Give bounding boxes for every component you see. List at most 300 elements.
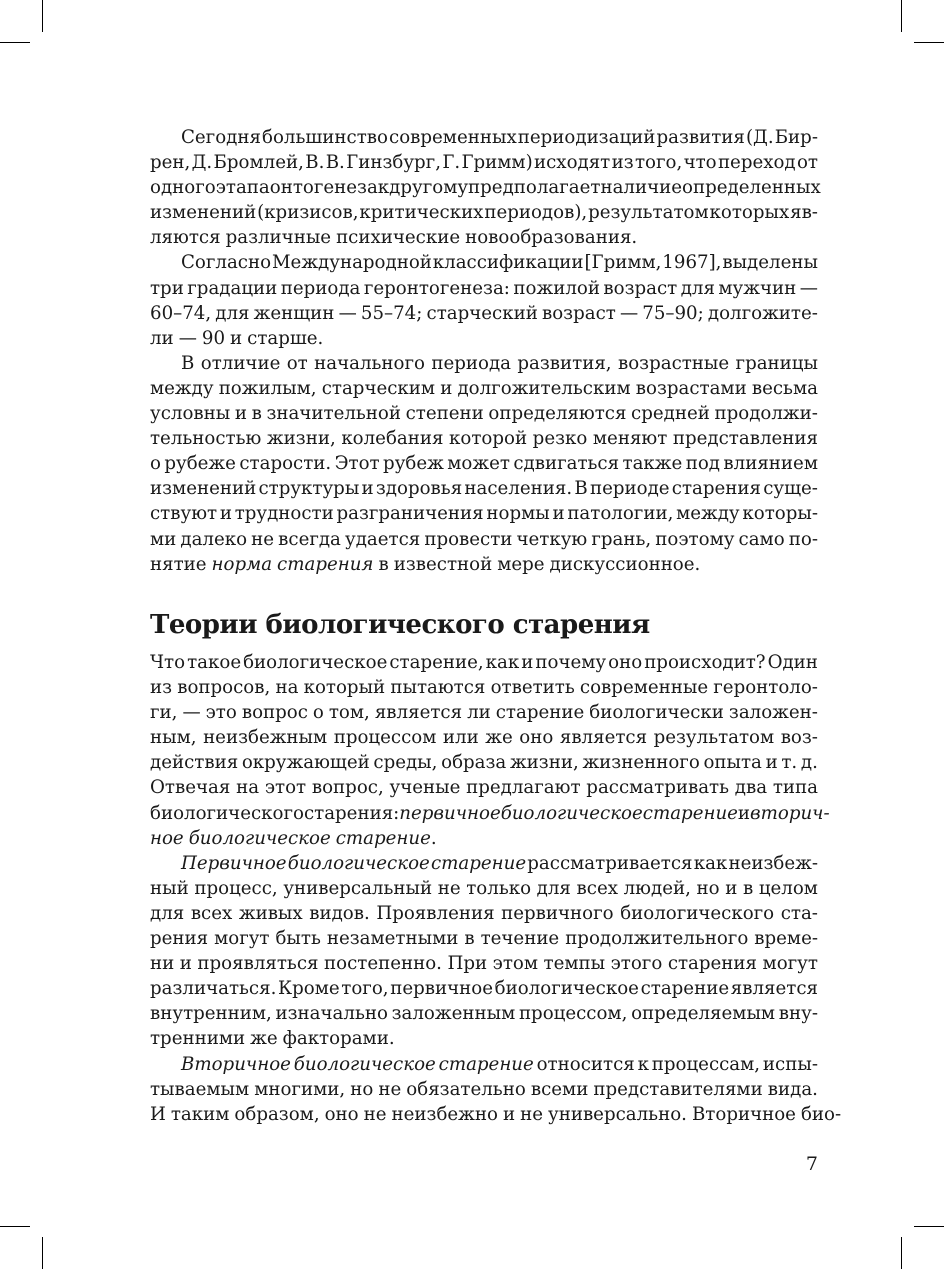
word: этого (610, 953, 663, 975)
word: Один (767, 652, 818, 673)
word: окружающей (241, 752, 370, 774)
word: 75–90; (642, 302, 704, 324)
text-line (150, 976, 818, 1001)
word: предлагают (466, 777, 581, 799)
word: разграничения (336, 503, 484, 525)
word: резко (532, 428, 588, 450)
word: неизбежно (391, 1103, 498, 1125)
word: могут (214, 928, 270, 950)
word: происходит? (644, 652, 766, 673)
word: от (286, 352, 308, 374)
word: два (734, 777, 768, 799)
word: такое (187, 652, 242, 673)
word: старения (667, 953, 758, 975)
word: того, (634, 152, 683, 174)
word: и (230, 327, 243, 349)
word: образом, (234, 1103, 320, 1125)
word: старение (495, 702, 585, 724)
word: определяются (488, 403, 627, 425)
word: почему (535, 652, 607, 673)
word: Бромлей, (213, 152, 304, 174)
word: не (378, 1078, 402, 1100)
word: старения (671, 478, 761, 500)
word: для (536, 877, 571, 899)
word: биологическое (188, 827, 331, 849)
text-line (150, 775, 818, 800)
text-line (150, 1102, 842, 1127)
word: пожилой (513, 277, 600, 299)
word: биологическое (500, 802, 643, 824)
crop-mark-bottom-right-horizontal (914, 1226, 944, 1227)
word: онтогенеза (269, 177, 378, 199)
text-line (150, 250, 818, 275)
word: ствуют (150, 503, 218, 525)
word: средней (631, 403, 710, 425)
word: старение (430, 852, 527, 874)
word: которых (709, 202, 790, 224)
word: как (693, 852, 728, 874)
word: от (796, 152, 818, 174)
word: старение. (335, 827, 437, 849)
text-line (150, 276, 818, 301)
word: того, (341, 978, 389, 1000)
word: и (521, 652, 534, 673)
word: рубеже (164, 453, 236, 475)
word: ни (150, 953, 175, 975)
word: внутренним, (150, 1003, 272, 1025)
word: В. (325, 152, 345, 174)
word: возрастами (635, 377, 747, 399)
word: новообразования. (465, 227, 638, 249)
word: многими, (254, 1078, 346, 1100)
word: Гинзбург, (346, 152, 441, 174)
word: нятие (150, 553, 207, 575)
word: провести (424, 528, 513, 550)
word: суще- (763, 478, 818, 500)
word: между (676, 503, 740, 525)
word: ное (150, 827, 184, 849)
text-line (150, 351, 818, 376)
word: изменений (150, 202, 257, 224)
text-line (150, 426, 818, 451)
word: также (622, 453, 683, 475)
word: — (178, 327, 197, 349)
word: ми (150, 528, 177, 550)
word: о (312, 702, 324, 724)
word: начального (314, 352, 425, 374)
word: из (150, 677, 173, 699)
crop-mark-bottom-left-horizontal (0, 1226, 30, 1227)
word: старения (277, 553, 374, 575)
text-line (150, 926, 818, 951)
word: периодизаций (517, 127, 656, 148)
word: 55–74; (360, 302, 423, 324)
word: всех (190, 902, 233, 924)
word: Сегодня (181, 127, 261, 148)
word: пытаются (390, 677, 486, 699)
word: рубеж (383, 453, 444, 475)
word: здоровья (375, 478, 463, 500)
word: степени (405, 403, 484, 425)
word: к (377, 177, 390, 199)
word: как (485, 652, 520, 673)
word: в (464, 928, 475, 950)
word: (кризисов, (257, 202, 359, 224)
word: в (378, 553, 389, 575)
crop-mark-top-right-vertical (901, 0, 902, 32)
word: 1967], (662, 252, 722, 274)
word: ли (467, 702, 491, 724)
word: В (181, 352, 195, 374)
word: и (737, 802, 751, 824)
word: которы- (742, 503, 818, 525)
word: таким (170, 1103, 230, 1125)
word: — (182, 702, 201, 724)
word: процесс, (194, 877, 278, 899)
word: факторами. (282, 1028, 395, 1050)
word: меняют (592, 428, 668, 450)
word: границы (735, 352, 818, 374)
text-line (150, 401, 818, 426)
crop-mark-top-left-vertical (42, 0, 43, 32)
word: периодов), (484, 202, 588, 224)
word: сдвигаться (513, 453, 620, 475)
word: старение (642, 802, 738, 824)
text-line (150, 501, 818, 526)
word: старение (438, 1053, 534, 1075)
word: незаметными (326, 928, 459, 950)
word: жизненного (582, 752, 700, 774)
word: различные (225, 227, 332, 249)
word: опыта (703, 752, 762, 774)
word: исходят (534, 152, 611, 174)
word: Международной (271, 252, 432, 274)
word: оно (608, 652, 643, 673)
word: тельностью (150, 428, 262, 450)
word: критических (359, 202, 484, 224)
word: норма (211, 553, 273, 575)
text-line (150, 750, 818, 775)
word: предполагает (468, 177, 601, 199)
word: старение (640, 978, 730, 1000)
word: выделены (722, 252, 818, 274)
word: для (150, 902, 185, 924)
text-line (150, 552, 818, 577)
word: Гримм) (461, 152, 533, 174)
word: ляются (150, 227, 221, 249)
word: биологического (620, 902, 775, 924)
word: мужчин (718, 277, 797, 299)
word: Бир- (774, 127, 818, 148)
word: колебания (341, 428, 444, 450)
text-line (150, 476, 818, 501)
word: неизбежным (203, 727, 328, 749)
word: и (765, 752, 778, 774)
word: и (440, 377, 453, 399)
word: трудности (234, 503, 334, 525)
word: результатом (653, 727, 775, 749)
word: не (363, 1103, 387, 1125)
section-heading: Теории биологического старения (150, 610, 650, 640)
word: ным, (150, 727, 197, 749)
word: не (520, 1103, 543, 1125)
word: том, (328, 702, 370, 724)
page-number: 7 (805, 1153, 818, 1175)
word: и (179, 953, 192, 975)
word: о (150, 453, 161, 475)
word: целом (758, 877, 818, 899)
word: жизни, (509, 752, 579, 774)
word: современных (389, 127, 517, 148)
word: долгожительским (457, 377, 631, 399)
word: старческий (426, 302, 538, 324)
word: неизбеж- (728, 852, 818, 874)
word: является (559, 727, 648, 749)
word: вопрос (241, 702, 308, 724)
word: продолжи- (714, 403, 818, 425)
word: по- (788, 528, 818, 550)
word: вида. (767, 1078, 818, 1100)
word: процессом (333, 727, 437, 749)
word: старение, (389, 652, 484, 673)
word: постепенно. (324, 953, 442, 975)
text-line (150, 675, 818, 700)
text-line (150, 225, 818, 250)
word: четкую (516, 528, 588, 550)
word: и (219, 503, 232, 525)
word: периода (280, 277, 361, 299)
text-line (150, 376, 818, 401)
word: классификации (432, 252, 584, 274)
word: могут (762, 953, 818, 975)
word: и (552, 503, 565, 525)
word: среды, (373, 752, 438, 774)
word: универсальный (283, 877, 433, 899)
word: не (251, 528, 275, 550)
body-text-top (150, 125, 821, 577)
text-line (150, 301, 818, 326)
word: и (234, 403, 247, 425)
text-line (150, 951, 818, 976)
word: или (442, 727, 479, 749)
text-line (150, 150, 818, 175)
word: образа (441, 752, 507, 774)
word: вопросов, (177, 677, 271, 699)
word: этом (492, 953, 538, 975)
word: био- (800, 1103, 842, 1125)
word: Вторичное (691, 1103, 796, 1125)
word: жизни, (266, 428, 336, 450)
word: периода (431, 352, 511, 374)
word: Отвечая (150, 777, 231, 799)
word: (Д. (745, 127, 774, 148)
word: нормы (486, 503, 550, 525)
word: различаться. (150, 978, 277, 1000)
word: населения. (464, 478, 573, 500)
word: продолжительного (565, 928, 749, 950)
word: рения (150, 928, 209, 950)
word: условны (150, 403, 231, 425)
word: относится (536, 1053, 635, 1075)
word: первичного (501, 902, 614, 924)
word: мере (497, 553, 545, 575)
word: Этот (334, 453, 380, 475)
word: который (303, 677, 386, 699)
word: време- (754, 928, 818, 950)
word: дискуссионное. (549, 553, 701, 575)
crop-mark-bottom-right-vertical (901, 1237, 902, 1269)
text-line (150, 826, 818, 851)
word: биологически (589, 702, 724, 724)
word: но (350, 1078, 374, 1100)
text-line (150, 851, 818, 876)
word: Вторичное (181, 1053, 291, 1075)
word: ста- (780, 902, 818, 924)
text-line (150, 700, 818, 725)
word: же (485, 727, 513, 749)
word: проявляться (197, 953, 319, 975)
word: определенных (682, 177, 821, 199)
text-line (150, 801, 830, 826)
word: которой (449, 428, 528, 450)
word: испы- (762, 1053, 818, 1075)
word: три (150, 277, 184, 299)
word: известной (393, 553, 493, 575)
word: ли (150, 327, 174, 349)
text-line (150, 1026, 818, 1051)
word: — (338, 302, 357, 324)
word: т. (781, 752, 798, 774)
word: Кроме (278, 978, 340, 1000)
word: рассматривать (586, 777, 730, 799)
word: действия (150, 752, 239, 774)
word: яв- (790, 202, 818, 224)
word: психические (336, 227, 461, 249)
text-line (150, 901, 818, 926)
word: к (637, 1053, 649, 1075)
word: и (361, 478, 374, 500)
word: но (696, 877, 720, 899)
word: типа (772, 777, 818, 799)
word: старения: (303, 802, 400, 824)
text-line (150, 175, 821, 200)
word: геронтогенеза: (363, 277, 510, 299)
word: 90 (201, 327, 226, 349)
word: определяемым (631, 1003, 776, 1025)
word: наличие (600, 177, 683, 199)
word: возраст (541, 302, 616, 324)
word: развития (656, 127, 745, 148)
word: далеко (180, 528, 248, 550)
word: представителями (593, 1078, 763, 1100)
word: Согласно (181, 252, 272, 274)
word: первичное (399, 802, 501, 824)
text-line (150, 527, 818, 552)
word: заложен- (728, 702, 818, 724)
word: результатом (588, 202, 709, 224)
word: на (236, 777, 260, 799)
word: представления (672, 428, 818, 450)
word: большинство (262, 127, 388, 148)
word: В. (305, 152, 325, 174)
word: тываемым (150, 1078, 250, 1100)
word: из (611, 152, 634, 174)
word: При (447, 953, 488, 975)
word: только (466, 877, 532, 899)
word: биологического (150, 802, 304, 824)
word: другому (389, 177, 469, 199)
word: заложенным (391, 1003, 516, 1025)
word: процессам, (651, 1053, 761, 1075)
word: же (250, 1028, 278, 1050)
word: Что (150, 652, 186, 673)
word: само (738, 528, 785, 550)
word: женщин (253, 302, 335, 324)
word: не (437, 877, 461, 899)
word: для (215, 302, 250, 324)
word: Проявления (376, 902, 495, 924)
word: оно (324, 1103, 359, 1125)
text-line (150, 200, 818, 225)
word: периоде (589, 478, 670, 500)
word: что (683, 152, 717, 174)
text-line (150, 1052, 818, 1077)
word: — (619, 302, 639, 324)
word: в (742, 877, 754, 899)
crop-mark-bottom-left-vertical (42, 1237, 43, 1269)
text-line (150, 725, 818, 750)
word: переход (717, 152, 796, 174)
word: возраст (603, 277, 678, 299)
word: всех (576, 877, 618, 899)
word: первичное (390, 978, 493, 1000)
word: Первичное (181, 852, 287, 874)
word: биологическое (293, 1053, 436, 1075)
word: биологическое (494, 978, 639, 1000)
word: вопрос, (311, 777, 384, 799)
word: В (574, 478, 588, 500)
word: изначально (275, 1003, 388, 1025)
word: влиянием (723, 453, 818, 475)
word: старости. (239, 453, 332, 475)
word: универсально. (548, 1103, 687, 1125)
word: ный (150, 877, 189, 899)
word: ученые (389, 777, 461, 799)
word: под (685, 453, 720, 475)
word: обязательно (406, 1078, 526, 1100)
word: развития, (517, 352, 612, 374)
word: между (150, 377, 214, 399)
word: это (205, 702, 237, 724)
word: современные (579, 677, 709, 699)
word: и (725, 877, 738, 899)
word: ответить (490, 677, 575, 699)
crop-mark-top-right-horizontal (914, 42, 944, 43)
word: И (150, 1103, 166, 1125)
body-text-bottom (150, 650, 842, 1127)
text-line (150, 876, 818, 901)
word: долгожите- (707, 302, 818, 324)
word: геронтоло- (713, 677, 818, 699)
word: [Гримм, (584, 252, 662, 274)
word: старше. (247, 327, 324, 349)
word: Д. (191, 152, 213, 174)
word: и (502, 1103, 516, 1125)
word: структуры (258, 478, 360, 500)
word: биологическое (243, 652, 388, 673)
text-line (150, 451, 818, 476)
word: старческим (321, 377, 436, 399)
